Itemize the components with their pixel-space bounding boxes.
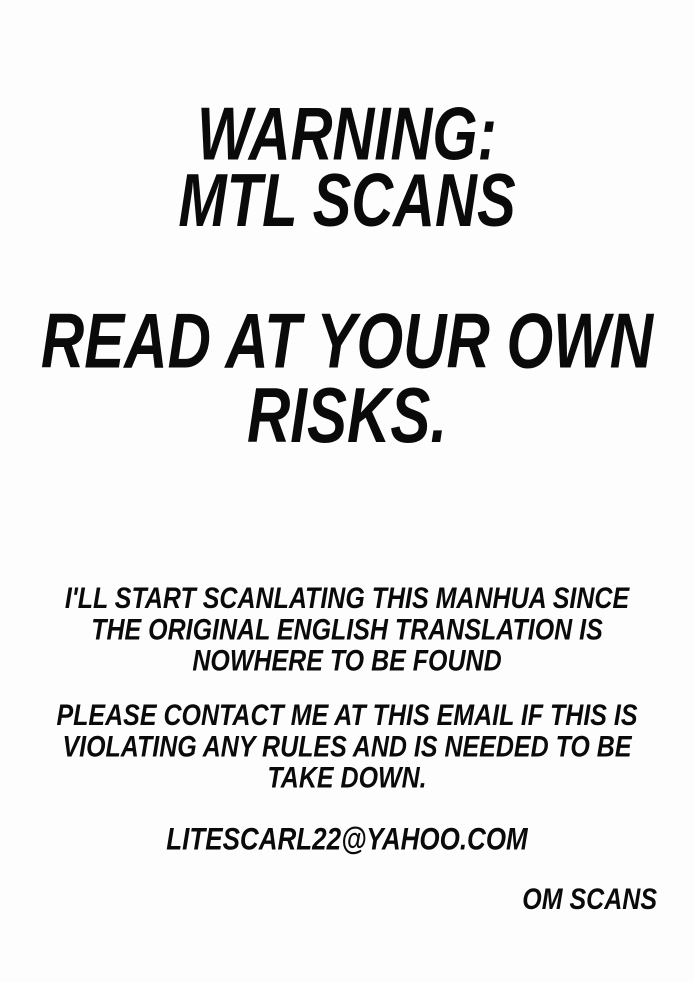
warning-title-line1: WARNING:	[197, 91, 497, 177]
warning-title-line2: MTL SCANS	[178, 158, 516, 243]
scanlation-reason-line3: NOWHERE TO BE FOUND	[192, 644, 502, 678]
scanlation-reason-line1: I'LL START SCANLATING THIS MANHUA SINCE	[64, 581, 630, 616]
contact-email: LITESCARL22@YAHOO.COM	[166, 820, 528, 857]
contact-request-line2: VIOLATING ANY RULES AND IS NEEDED TO BE	[62, 730, 632, 764]
contact-request-paragraph	[0, 700, 694, 794]
scanlation-reason-line2: THE ORIGINAL ENGLISH TRANSLATION IS	[91, 613, 603, 647]
read-notice-line1: READ AT YOUR OWN	[40, 297, 654, 385]
read-notice-line2: RISKS.	[246, 371, 448, 459]
read-at-own-risk-notice	[0, 297, 694, 459]
warning-title	[0, 91, 694, 243]
scan-group-credit: OM SCANS	[522, 882, 657, 917]
contact-request-line3: TAKE DOWN.	[267, 761, 427, 795]
scanlation-reason-paragraph	[0, 583, 694, 677]
contact-request-line1: PLEASE CONTACT ME AT THIS EMAIL IF THIS IS	[56, 698, 638, 733]
